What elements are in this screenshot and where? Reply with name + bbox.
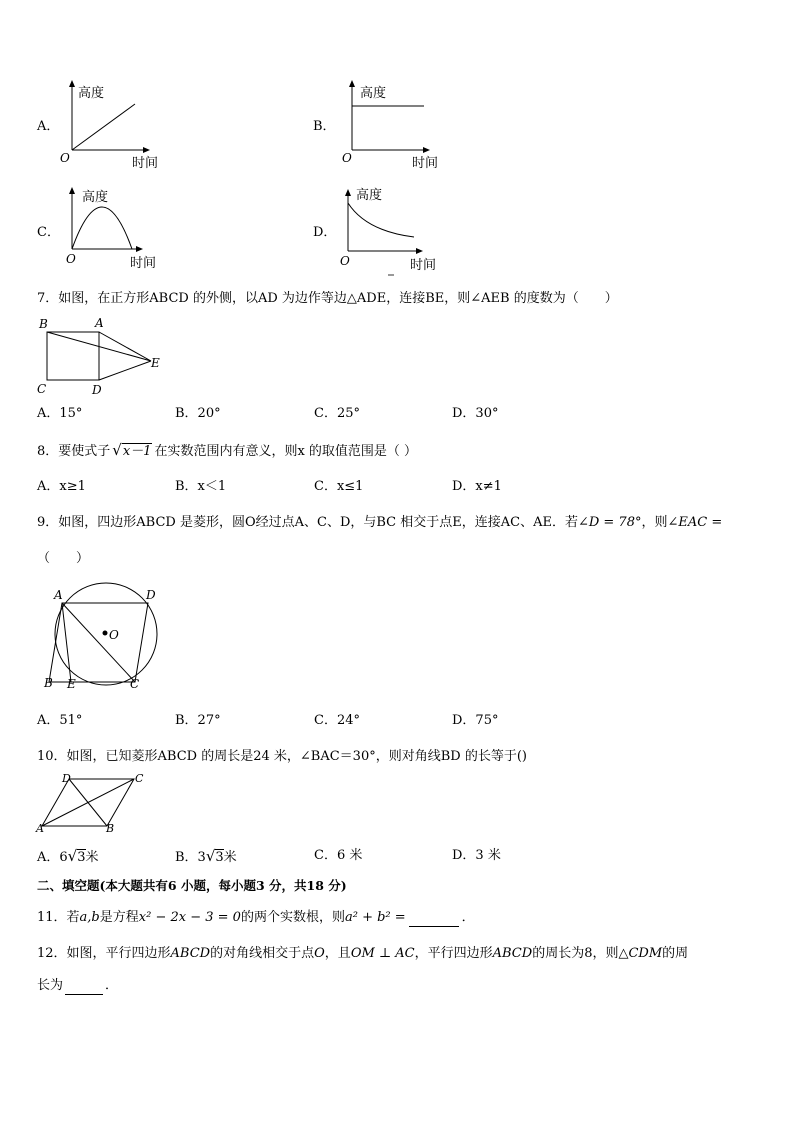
q7-question-text: 7．如图，在正方形ABCD 的外侧，以AD 为边作等边△ADE，连接BE，则∠AEB 的度数为（ ） <box>37 291 618 306</box>
q6-d-xlabel: 时间 <box>410 258 437 273</box>
q7-label-b: B <box>39 317 48 331</box>
q10-option-c: C．6 米 <box>314 848 363 863</box>
q12-answer-blank[interactable] <box>65 980 103 995</box>
q9-label-c: C <box>130 677 140 691</box>
q8-prefix: 8．要使式子 <box>37 444 111 459</box>
q7-option-d: D．30° <box>452 406 499 421</box>
q6-option-d-label: D． <box>313 225 337 240</box>
q6-c-xlabel: 时间 <box>130 256 157 271</box>
q6-b-origin: O <box>342 151 352 165</box>
q9-figure <box>38 583 168 693</box>
q7-option-b: B．20° <box>175 406 221 421</box>
q6-a-origin: O <box>60 151 70 165</box>
q11-suffix: ． <box>461 910 475 925</box>
q9-label-a: A <box>54 588 63 602</box>
q12-line2-text: 长为 <box>37 978 64 993</box>
q9-option-c: C．24° <box>314 713 360 728</box>
q12-question-line1 <box>37 945 688 963</box>
q10-option-a-unit: 米 <box>85 850 99 865</box>
q12-abcd-2: ABCD <box>492 946 533 961</box>
q12-text-5: 的周长为8，则 <box>532 946 619 961</box>
q8-suffix: 在实数范围内有意义，则x 的取值范围是（ ） <box>154 444 418 459</box>
q11-expression: a² + b² = <box>344 910 406 925</box>
q8-option-d: D．x≠1 <box>452 479 502 494</box>
q6-graph-d <box>338 185 448 280</box>
q12-triangle: △CDM <box>618 946 663 961</box>
q7-label-d: D <box>92 383 102 397</box>
q10-label-c: C <box>135 772 144 785</box>
q6-d-origin: O <box>340 254 350 268</box>
q8-sqrt: √x－1 <box>112 441 152 459</box>
q9-question-line1 <box>37 514 722 532</box>
q11-vars: a,b <box>79 910 100 925</box>
q9-ask: ∠EAC = <box>667 515 723 530</box>
q6-option-c-label: C． <box>37 225 60 240</box>
q8-radicand: x－1 <box>122 444 152 459</box>
q10-option-a-radicand: 3 <box>77 850 86 865</box>
q7-option-a: A．15° <box>37 406 83 421</box>
q12-abcd-1: ABCD <box>170 946 211 961</box>
q12-point-o: O <box>314 946 325 961</box>
q11-mid2: 的两个实数根，则 <box>240 910 345 925</box>
q10-option-b-prefix: B．3 <box>175 850 206 865</box>
q6-a-ylabel: 高度 <box>78 86 105 101</box>
q12-question-line2 <box>37 977 118 995</box>
q8-option-b: B．x＜1 <box>175 479 227 494</box>
q8-option-a: A．x≥1 <box>37 479 86 494</box>
q6-d-ylabel: 高度 <box>356 188 383 203</box>
q9-option-d: D．75° <box>452 713 499 728</box>
q9-label-d: D <box>146 588 156 602</box>
q9-question-line2: （ ） <box>37 551 90 566</box>
q11-mid: 是方程 <box>99 910 139 925</box>
q12-text-3: ，且 <box>324 946 351 961</box>
q7-label-a: A <box>95 316 104 330</box>
q6-graph-b <box>340 80 450 170</box>
q6-a-xlabel: 时间 <box>132 156 159 171</box>
q6-c-ylabel: 高度 <box>82 190 109 205</box>
q12-end: ． <box>105 978 119 993</box>
q9-label-o: O <box>109 628 119 642</box>
q11-prefix: 11．若 <box>37 910 80 925</box>
q11-equation: x² − 2x − 3 = 0 <box>138 910 241 925</box>
q10-option-a: A．6√3米 <box>37 847 99 865</box>
q12-perpendicular: OM ⊥ AC <box>350 946 415 961</box>
q6-option-b-label: B． <box>313 119 336 134</box>
q10-label-d: D <box>62 772 71 785</box>
q12-text-6: 的周 <box>662 946 689 961</box>
q10-label-b: B <box>106 822 115 835</box>
q6-graph-c <box>60 185 170 275</box>
q9-condition: ∠D = 78° <box>577 515 642 530</box>
q11-question <box>37 909 475 927</box>
q7-figure <box>36 315 166 400</box>
q10-label-a: A <box>36 822 44 835</box>
q10-option-b-unit: 米 <box>223 850 237 865</box>
q9-label-b: B <box>44 676 53 690</box>
q8-option-c: C．x≤1 <box>314 479 364 494</box>
q12-text-4: ，平行四边形 <box>414 946 493 961</box>
q6-option-a-label: A． <box>37 119 60 134</box>
q9-option-b: B．27° <box>175 713 221 728</box>
q9-label-e: E <box>67 677 76 691</box>
q10-option-b-radicand: 3 <box>215 850 224 865</box>
q12-text-2: 的对角线相交于点 <box>210 946 315 961</box>
q7-label-e: E <box>151 356 160 370</box>
q8-question <box>37 441 417 461</box>
q6-b-xlabel: 时间 <box>412 156 439 171</box>
q10-option-b: B．3√3米 <box>175 847 237 865</box>
section-2-title: 二、填空题(本大题共有6 小题，每小题3 分，共18 分) <box>37 878 347 893</box>
q12-text-1: 12．如图，平行四边形 <box>37 946 171 961</box>
q6-b-ylabel: 高度 <box>360 86 387 101</box>
q6-graph-a <box>60 80 170 170</box>
q10-option-d: D．3 米 <box>452 848 501 863</box>
q11-answer-blank[interactable] <box>409 912 459 927</box>
q6-c-origin: O <box>66 252 76 266</box>
q7-label-c: C <box>37 382 47 396</box>
q10-option-a-prefix: A．6 <box>37 850 68 865</box>
q9-mid: ，则 <box>641 515 668 530</box>
q10-question-text: 10．如图，已知菱形ABCD 的周长是24 米，∠BAC＝30°，则对角线BD 的长等于() <box>37 749 527 764</box>
q10-figure <box>36 772 156 837</box>
q9-line1-text: 9．如图，四边形ABCD 是菱形，圆O经过点A、C、D，与BC 相交于点E，连接AC、AE．若 <box>37 515 578 530</box>
q7-option-c: C．25° <box>314 406 360 421</box>
q9-option-a: A．51° <box>37 713 83 728</box>
